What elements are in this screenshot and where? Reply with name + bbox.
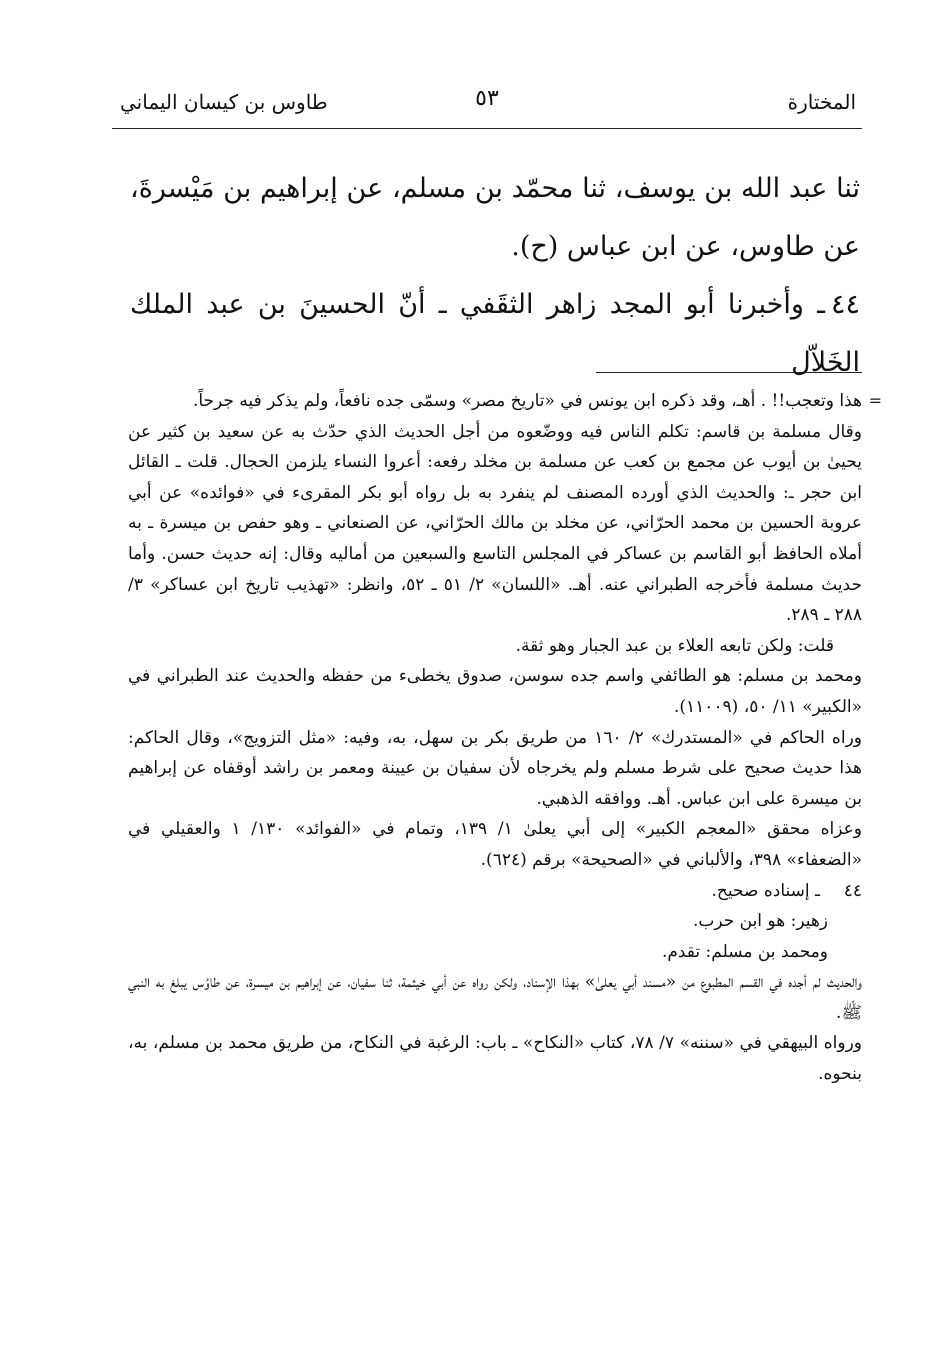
footnote-paragraph: وعزاه محقق «المعجم الكبير» إلى أبي يعلىٰ ١/ ١٣٩، وتمام في «الفوائد» ١٣٠/ ١ والعقيلي في «الضعفاء» ٣٩٨، والألباني في «الصحيحة» برقم (٦٢٤). bbox=[128, 819, 862, 870]
footnote-number: ٤٤ bbox=[843, 880, 862, 901]
page-number: ٥٣ bbox=[475, 86, 499, 111]
running-header bbox=[112, 84, 862, 129]
main-text bbox=[130, 160, 860, 392]
footnote-paragraph: ورواه البيهقي في «سننه» ٧/ ٧٨، كتاب «النكاح» ـ باب: الرغبة في النكاح، من طريق محمد بن مسلم، به، بنحوه. bbox=[128, 1033, 863, 1085]
footnote-paragraph: قلت: ولكن تابعه العلاء بن عبد الجبار وهو ثقة. bbox=[515, 635, 834, 656]
footnote-paragraph: وقال مسلمة بن قاسم: تكلم الناس فيه ووضّعوه من أجل الحديث الذي حدّث به عن سعيد بن كثير عن يحيىٰ بن أيوب عن مجمع بن كعب عن مسلمة بن مخلد رفعه: أعروا النساء يلزمن الحجال. قلت ـ القائل ابن حجر ـ: والحديث الذي أورده المصنف لم ينفرد به بل رواه أبو بكر المقرىء في «فوائده» عن أبي عروبة الحسين بن محمد الحرّاني، عن مخلد بن مالك الحرّاني، عن الصنعاني ـ وهو حفص بن ميسرة ـ به أملاه الحافظ أبو القاسم بن عساكر في المجلس التاسع والسبعين من أماليه وقال: إنه حديث حسن. وأما حديث مسلمة فأخرجه الطبراني عنه. أهـ. «اللسان» ٢/ ٥١ ـ ٥٢، وانظر: «تهذيب تاريخ ابن عساكر» ٣/ ٢٨٨ ـ ٢٨٩. bbox=[128, 421, 862, 626]
footnote-paragraph: ومحمد بن مسلم: هو الطائفي واسم جده سوسن، صدوق يخطىء من حفظه والحديث عند الطبراني في «الكبير» ١١/ ٥٠، (١١٠٠٩). bbox=[128, 666, 862, 717]
hadith-number: ٤٤ bbox=[830, 289, 860, 320]
footnote-text: ـ إسناده صحيح. bbox=[711, 880, 820, 901]
footnotes bbox=[128, 386, 882, 1090]
footnote-paragraph: ومحمد بن مسلم: تقدم. bbox=[661, 941, 828, 962]
book-title: المختارة bbox=[787, 90, 856, 114]
footnote-separator bbox=[596, 372, 862, 373]
main-paragraph: ثنا عبد الله بن يوسف، ثنا محمّد بن مسلم، عن إبراهيم بن مَيْسرةَ، عن طاوس، عن ابن عباس (ح). bbox=[130, 173, 860, 262]
footnote-44 bbox=[128, 876, 862, 907]
continuation-mark: = bbox=[868, 391, 882, 410]
footnote-paragraph: والحديث لم أجده في القسم المطبوع من «مسند أبي يعلىٰ» بهذا الإسناد، ولكن رواه عن أبي خيثمة، ثنا سفيان، عن إبراهيم بن ميسرة، عن طاوُس يبلغ به النبي ﷺ. bbox=[128, 972, 862, 1023]
hadith-entry-text: ـ وأخبرنا أبو المجد زاهر الثقَفي ـ أنّ الحسينَ بن عبد الملك الخَلاّل bbox=[130, 289, 860, 378]
footnote-paragraph: زهير: هو ابن حرب. bbox=[692, 911, 828, 932]
footnote-paragraph: وراه الحاكم في «المستدرك» ٢/ ١٦٠ من طريق بكر بن سهل، به، وفيه: «مثل التزويج»، وقال الحاكم: هذا حديث صحيح على شرط مسلم ولم يخرجاه لأن سفيان بن عيينة ومعمر بن راشد أوقفاه عن إبراهيم بن ميسرة على ابن عباس. أهـ. ووافقه الذهبي. bbox=[128, 727, 862, 809]
hadith-entry bbox=[130, 276, 860, 392]
chapter-title: طاوس بن كيسان اليماني bbox=[120, 90, 328, 114]
footnote-text: هذا وتعجب!! . أهـ، وقد ذكره ابن يونس في «تاريخ مصر» وسمّى جده نافعاً، ولم يذكر فيه جرحاً. bbox=[192, 391, 862, 411]
footnote-paragraph bbox=[128, 386, 882, 417]
